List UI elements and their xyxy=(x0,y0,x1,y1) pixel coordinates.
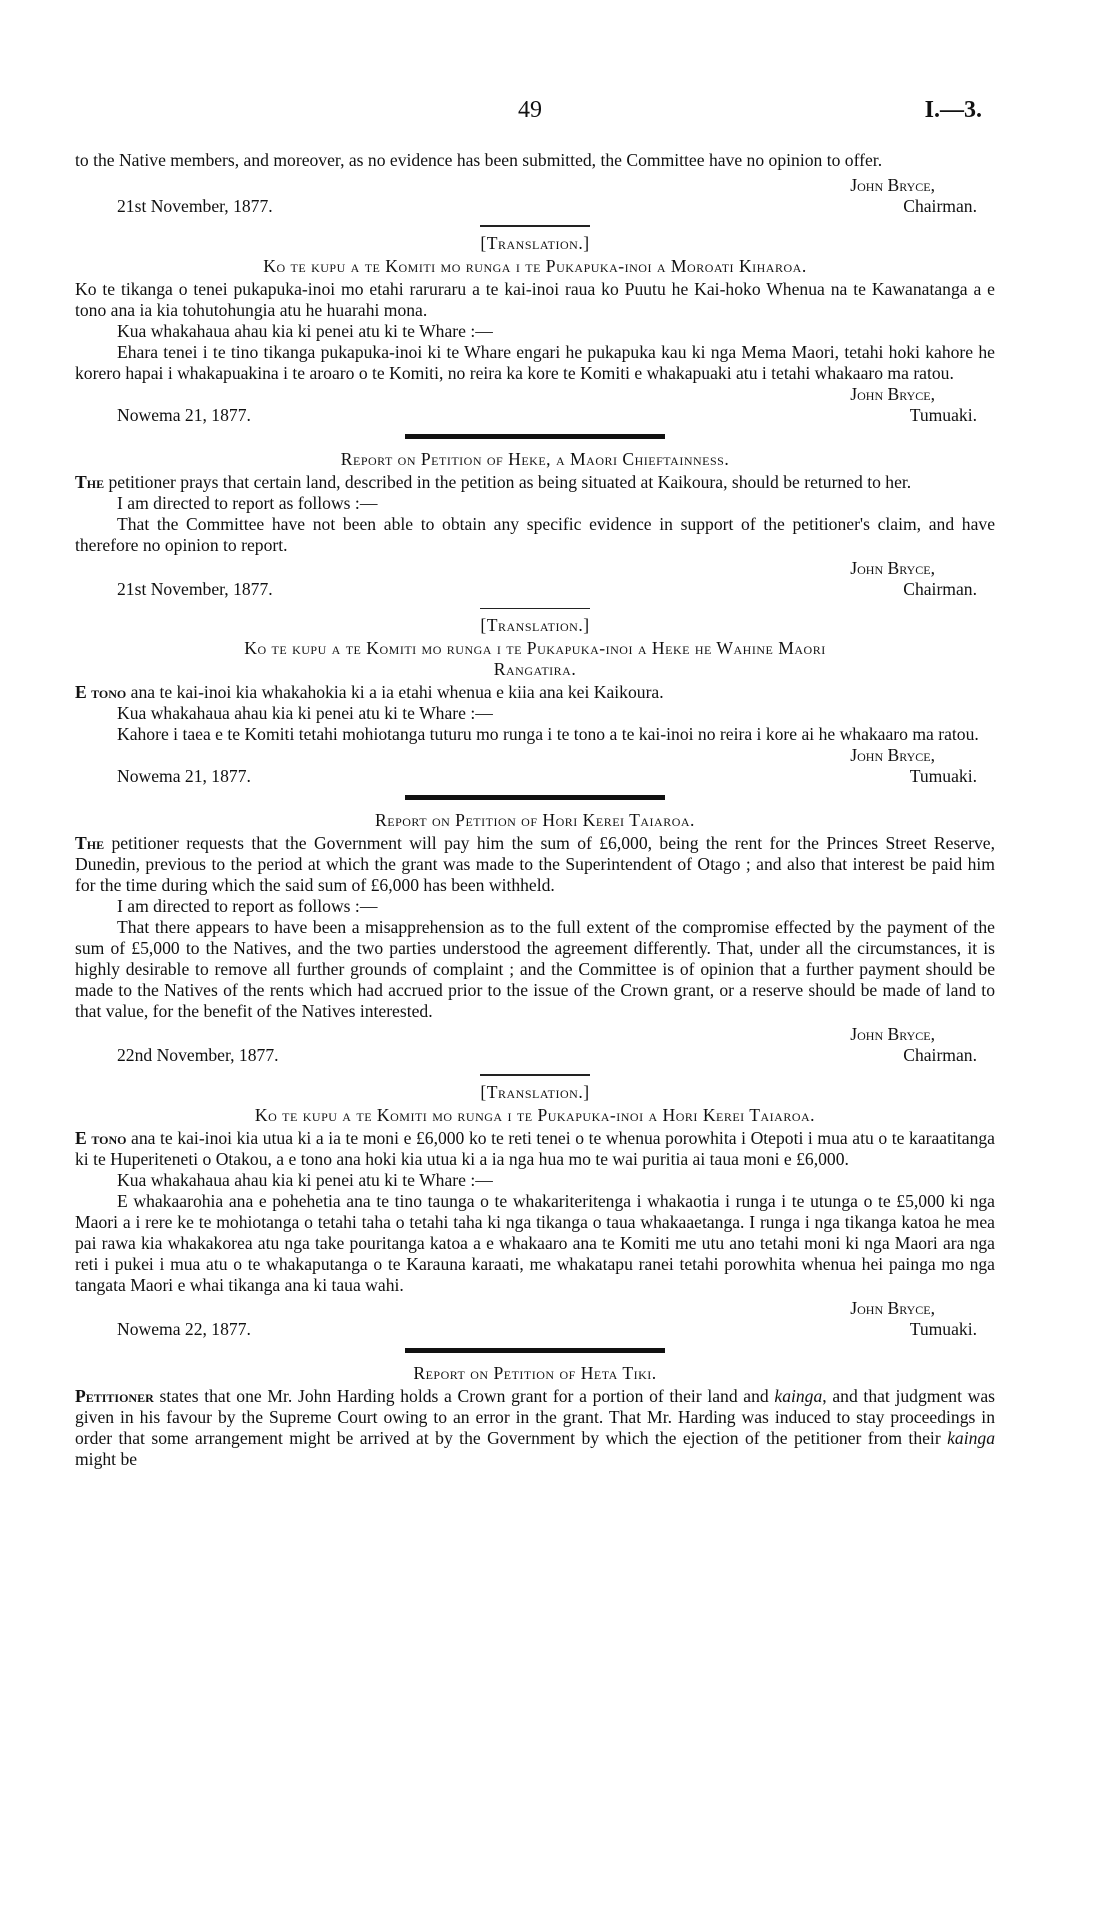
translation-label: [Translation.] xyxy=(480,615,590,635)
section-heading: Ko te kupu a te Komiti mo runga i te Pukapuka-inoi a Hori Kerei Taiaroa. xyxy=(254,1104,816,1125)
signature-name: John Bryce, xyxy=(850,175,935,195)
continuation-paragraph: to the Native members, and moreover, as no evidence has been submitted, the Committee have no opinion to offer. xyxy=(75,150,883,170)
paragraph-part: states that one Mr. John Harding holds a Crown grant for a portion of their land and xyxy=(159,1385,775,1406)
italic-term: kainga xyxy=(947,1427,995,1448)
signature-name: John Bryce, xyxy=(850,1297,935,1318)
paragraph: Ehara tenei i te tino tikanga pukapuka-inoi ki te Whare engari he pukapuka kau ki nga Mema Maori, tetahi hoki kahore he korero hapai i whakapuakina i te aroaro o te Komiti, no reira ka kore te Komiti e whakapuaki atu i tetahi whakaaro ma ratou. xyxy=(75,341,995,383)
paragraph: E whakaarohia ana e pohehetia ana te tino taunga o te whakariteritenga i whakaotia i runga i te utunga o te £5,000 ki nga Maori a i rere ke te mohiotanga o tetahi taha o tetahi taha ki nga tikanga o taua whakaaetanga. I runga i nga tikanga katoa he mea pai rawa kia whakakorea atu nga take pouritanga katoa a e whakaaro ana te Komiti me utu ano tetahi moni ki nga Maori ara nga reti i pukei i mua atu o te whakaputanga o te Karauna karaati, me whakatapu ranei tetahi porowhita whenua hei painga mo nga tangata Maori e whai tikanga ana ki taua wahi. xyxy=(75,1190,995,1295)
paragraph-part: , and that judgment was given in his favour by the Supreme Court owing to an error in the grant. That Mr. Harding was induced to stay proceedings in order that some arrangement might be arrived at by the Government by which the ejection of the petitioner from their xyxy=(75,1385,995,1448)
paragraph: That there appears to have been a misapprehension as to the full extent of the compromise effected by the payment of the sum of £5,000 to the Natives, and the two parties understood the agreement differently. That, under all the circumstances, it is highly desirable to remove all further grounds of complaint ; and the Committee is of opinion that a further payment should be made to the Natives of the rents which had accrued prior to the issue of the Crown grant, or a reserve should be made of land to that value, for the benefit of the Natives interested. xyxy=(75,917,995,1021)
page-number: 49 xyxy=(518,97,542,123)
report-date: Nowema 21, 1877. xyxy=(117,404,251,425)
translation-label: [Translation.] xyxy=(480,1081,590,1102)
paragraph: I am directed to report as follows :— xyxy=(117,896,378,916)
signature-title: Chairman. xyxy=(903,578,977,599)
section-heading: Ko te kupu a te Komiti mo runga i te Pukapuka-inoi a Heke he Wahine Maori xyxy=(244,638,826,658)
paragraph: petitioner prays that certain land, described in the petition as being situated at Kaikoura, should be returned to her. xyxy=(108,471,912,492)
first-word: E tono xyxy=(75,1127,127,1148)
report-date: Nowema 21, 1877. xyxy=(117,766,251,786)
signature-title: Tumuaki. xyxy=(909,404,977,425)
paragraph: Kua whakahaua ahau kia ki penei atu ki te Whare :— xyxy=(117,703,493,723)
first-word: E tono xyxy=(75,682,127,702)
paragraph: ana te kai-inoi kia utua ki a ia te moni e £6,000 ko te reti tenei o te whenua porowhita i Otepoti i mua atu o te karaatitanga ki te Huperiteneti o Otakou, a e tono ana hoki kia utua ki a ia nga hua mo te wai puritia ai taua moni e £6,000. xyxy=(75,1127,995,1169)
document-code: I.—3. xyxy=(924,97,982,123)
signature-name: John Bryce, xyxy=(850,745,935,765)
italic-term: kainga xyxy=(774,1385,823,1406)
paragraph: I am directed to report as follows :— xyxy=(117,492,378,513)
translation-label: [Translation.] xyxy=(480,232,590,253)
section-divider xyxy=(480,608,590,610)
section-heading: Report on Petition of Hori Kerei Taiaroa. xyxy=(375,810,695,830)
signature-title: Tumuaki. xyxy=(909,1318,977,1339)
first-word: The xyxy=(75,833,105,853)
section-heading-cont: Rangatira. xyxy=(493,659,577,679)
section-heading: Report on Petition of Heta Tiki. xyxy=(413,1362,657,1383)
paragraph: Kahore i taea e te Komiti tetahi mohiotanga tuturu mo runga i te tono a te kai-inoi no reira i kore ai he whakaaro ma ratou. xyxy=(117,724,979,744)
paragraph: Kua whakahaua ahau kia ki penei atu ki te Whare :— xyxy=(117,320,493,341)
section-heading: Ko te kupu a te Komiti mo runga i te Pukapuka-inoi a Moroati Kiharoa. xyxy=(263,255,807,276)
signature-name: John Bryce, xyxy=(850,557,935,578)
first-word: The xyxy=(75,471,105,492)
paragraph: Ko te tikanga o tenei pukapuka-inoi mo etahi raruraru a te kai-inoi raua ko Puutu he Kai-hoko Whenua na te Kawanatanga a e tono ana ia kia tohutohungia atu he huarahi mona. xyxy=(75,278,995,320)
signature-title: Chairman. xyxy=(903,196,977,216)
report-date: 21st November, 1877. xyxy=(117,196,273,216)
section-heading: Report on Petition of Heke, a Maori Chieftainness. xyxy=(340,448,730,469)
section-divider xyxy=(480,225,590,227)
signature-name: John Bryce, xyxy=(850,1024,935,1044)
report-date: Nowema 22, 1877. xyxy=(117,1318,251,1339)
section-rule xyxy=(405,1348,665,1353)
paragraph: Kua whakahaua ahau kia ki penei atu ki te Whare :— xyxy=(117,1169,493,1190)
paragraph: petitioner requests that the Government will pay him the sum of £6,000, being the rent for the Princes Street Reserve, Dunedin, previous to the period at which the grant was made to the Superintendent of Otago ; and also that interest be paid him for the time during which the said sum of £6,000 has been withheld. xyxy=(75,833,995,895)
signature-name: John Bryce, xyxy=(850,383,935,404)
report-date: 22nd November, 1877. xyxy=(117,1045,279,1065)
section-rule xyxy=(405,795,665,800)
paragraph: That the Committee have not been able to obtain any specific evidence in support of the petitioner's claim, and have therefore no opinion to report. xyxy=(75,513,995,555)
paragraph-part: might be xyxy=(75,1448,138,1469)
signature-title: Tumuaki. xyxy=(909,766,977,786)
section-divider xyxy=(480,1074,590,1076)
first-word: Petitioner xyxy=(75,1385,154,1406)
section-rule xyxy=(405,434,665,439)
main-column xyxy=(75,150,995,1470)
signature-title: Chairman. xyxy=(903,1045,977,1065)
report-date: 21st November, 1877. xyxy=(117,578,273,599)
paragraph: ana te kai-inoi kia whakahokia ki a ia etahi whenua e kiia ana kei Kaikoura. xyxy=(130,682,664,702)
